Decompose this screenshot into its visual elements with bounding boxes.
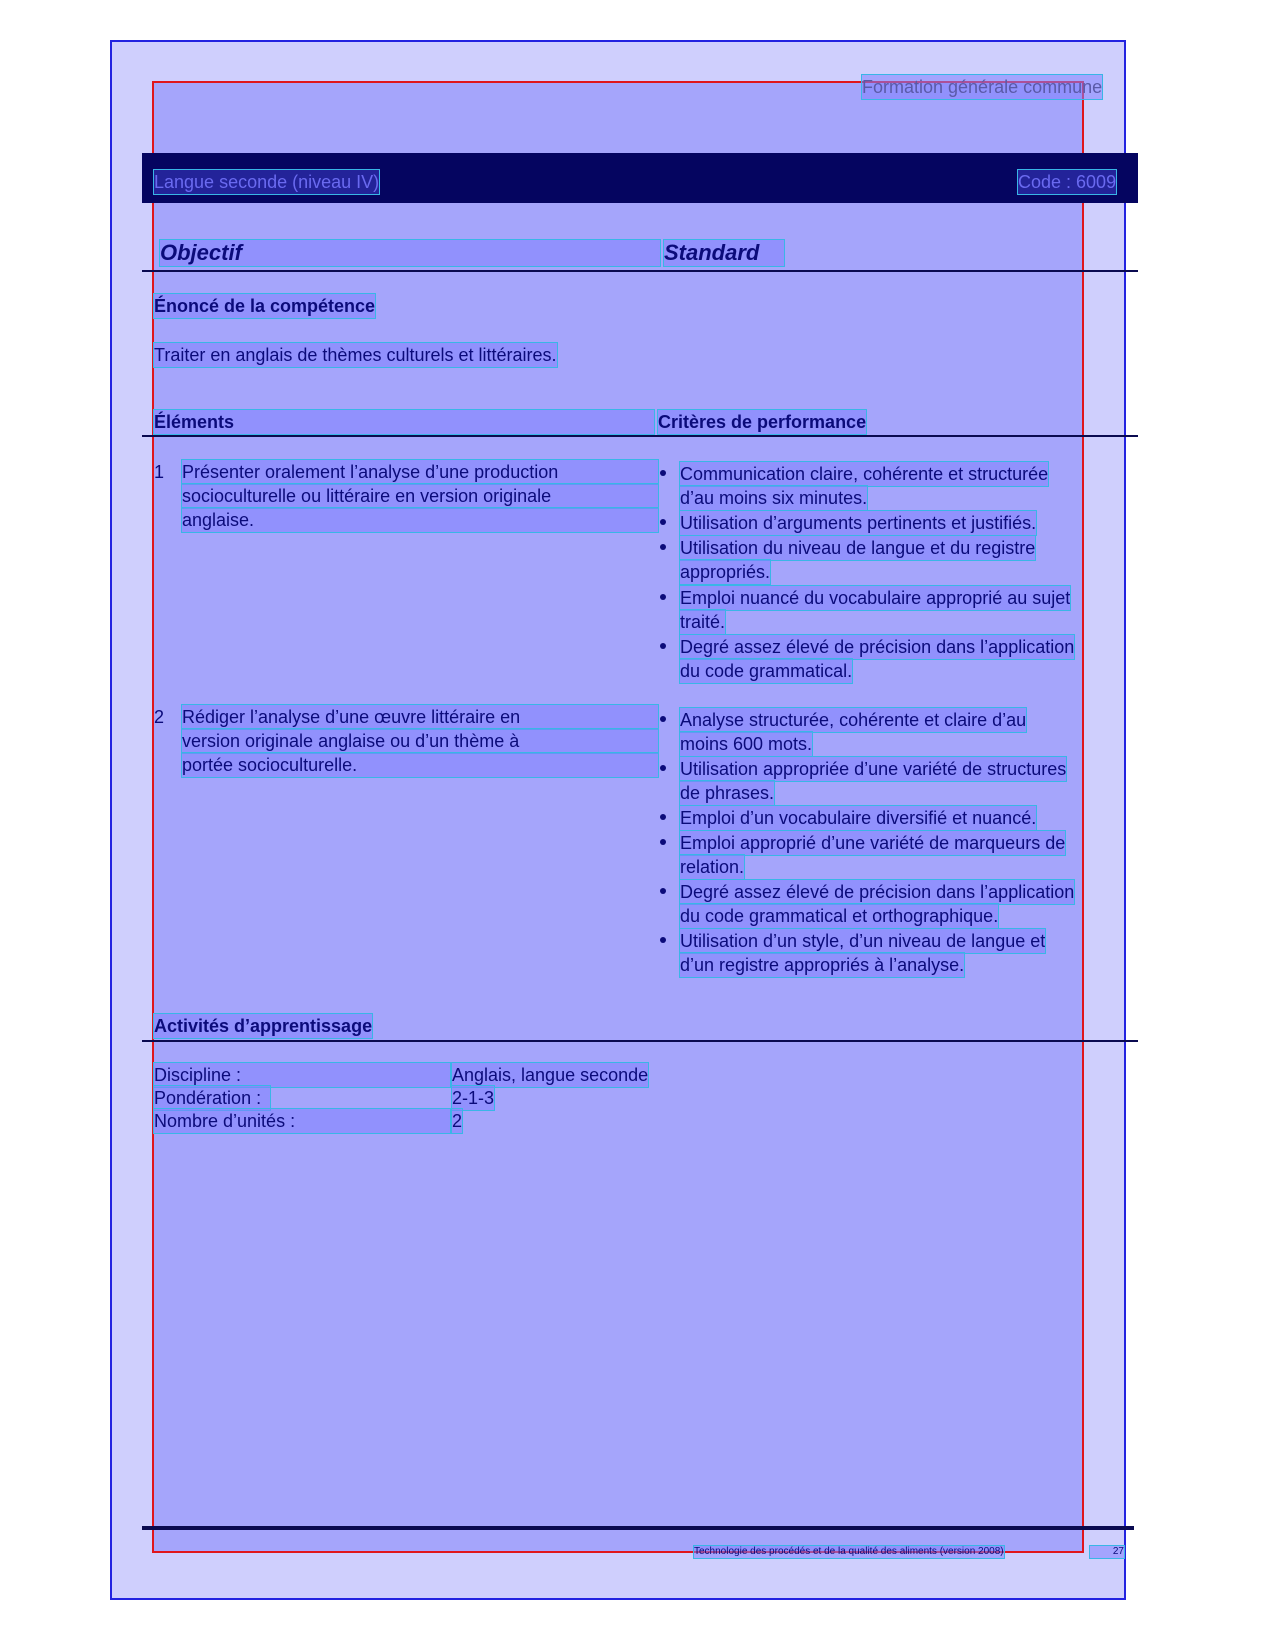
- element-line: version originale anglaise ou d’un thème à: [182, 729, 658, 753]
- criterion-line: moins 600 mots.: [680, 734, 813, 754]
- criterion-line: Emploi d’un vocabulaire diversifié et nuancé.: [680, 808, 1037, 828]
- element-number: 2: [154, 707, 165, 727]
- element-line: Rédiger l’analyse d’une œuvre littéraire en: [182, 705, 658, 729]
- bullet-icon: [660, 765, 666, 771]
- element-line: anglaise.: [182, 508, 658, 532]
- discipline-label: Discipline :: [154, 1063, 450, 1087]
- element-line: portée socioculturelle.: [182, 753, 658, 777]
- criterion-line: relation.: [680, 857, 745, 877]
- ponderation-value: 2-1-3: [452, 1088, 495, 1108]
- rule-table-header: [142, 435, 1138, 437]
- footer-text: Technologie des procédés et de la qualité des aliments (version 2008): [694, 1546, 1004, 1557]
- course-code: Code : 6009: [1018, 172, 1117, 192]
- bullet-icon: [660, 839, 666, 845]
- bullet-icon: [660, 544, 666, 550]
- activities-heading: Activités d’apprentissage: [154, 1016, 373, 1036]
- bullet-icon: [660, 519, 666, 525]
- criterion-line: Utilisation d’un style, d’un niveau de langue et: [680, 931, 1046, 951]
- criterion-line: de phrases.: [680, 783, 775, 803]
- ponderation-label: Pondération :: [154, 1086, 270, 1110]
- bullet-icon: [660, 470, 666, 476]
- criteria-header: Critères de performance: [658, 412, 867, 432]
- criterion-line: Utilisation appropriée d’une variété de structures: [680, 759, 1067, 779]
- criterion-line: traité.: [680, 612, 726, 632]
- criterion-line: d’un registre appropriés à l’analyse.: [680, 955, 965, 975]
- objective-heading: Objectif: [160, 240, 660, 266]
- header-program-label: Formation générale commune: [862, 77, 1103, 97]
- competence-heading: Énoncé de la compétence: [154, 296, 376, 316]
- criterion-line: d’au moins six minutes.: [680, 488, 868, 508]
- page-number: 27: [1090, 1546, 1124, 1558]
- criterion-line: Degré assez élevé de précision dans l’application: [680, 637, 1075, 657]
- element-number: 1: [154, 462, 165, 482]
- elements-header: Éléments: [154, 410, 654, 434]
- units-label: Nombre d’unités :: [154, 1109, 450, 1133]
- criterion-line: Emploi approprié d’une variété de marqueurs de: [680, 833, 1066, 853]
- standard-heading: Standard: [664, 240, 784, 266]
- bullet-icon: [660, 716, 666, 722]
- criterion-line: Utilisation d’arguments pertinents et justifiés.: [680, 513, 1037, 533]
- competence-statement: Traiter en anglais de thèmes culturels et littéraires.: [154, 345, 557, 365]
- bullet-icon: [660, 643, 666, 649]
- rule-objective: [142, 270, 1138, 272]
- element-line: Présenter oralement l’analyse d’une production: [182, 460, 658, 484]
- bullet-icon: [660, 937, 666, 943]
- criterion-line: appropriés.: [680, 562, 771, 582]
- bullet-icon: [660, 888, 666, 894]
- criterion-line: Analyse structurée, cohérente et claire d’au: [680, 710, 1027, 730]
- criterion-line: Communication claire, cohérente et structurée: [680, 464, 1049, 484]
- units-value: 2: [452, 1111, 463, 1131]
- criterion-line: du code grammatical.: [680, 661, 853, 681]
- criterion-line: du code grammatical et orthographique.: [680, 906, 999, 926]
- bullet-icon: [660, 594, 666, 600]
- discipline-value: Anglais, langue seconde: [452, 1065, 649, 1085]
- criterion-line: Degré assez élevé de précision dans l’application: [680, 882, 1075, 902]
- criterion-line: Utilisation du niveau de langue et du registre: [680, 538, 1036, 558]
- rule-activities: [142, 1040, 1138, 1042]
- course-title: Langue seconde (niveau IV): [154, 172, 380, 192]
- element-line: socioculturelle ou littéraire en version originale: [182, 484, 658, 508]
- criterion-line: Emploi nuancé du vocabulaire approprié au sujet: [680, 588, 1071, 608]
- bullet-icon: [660, 814, 666, 820]
- footer-rule: [142, 1526, 1134, 1530]
